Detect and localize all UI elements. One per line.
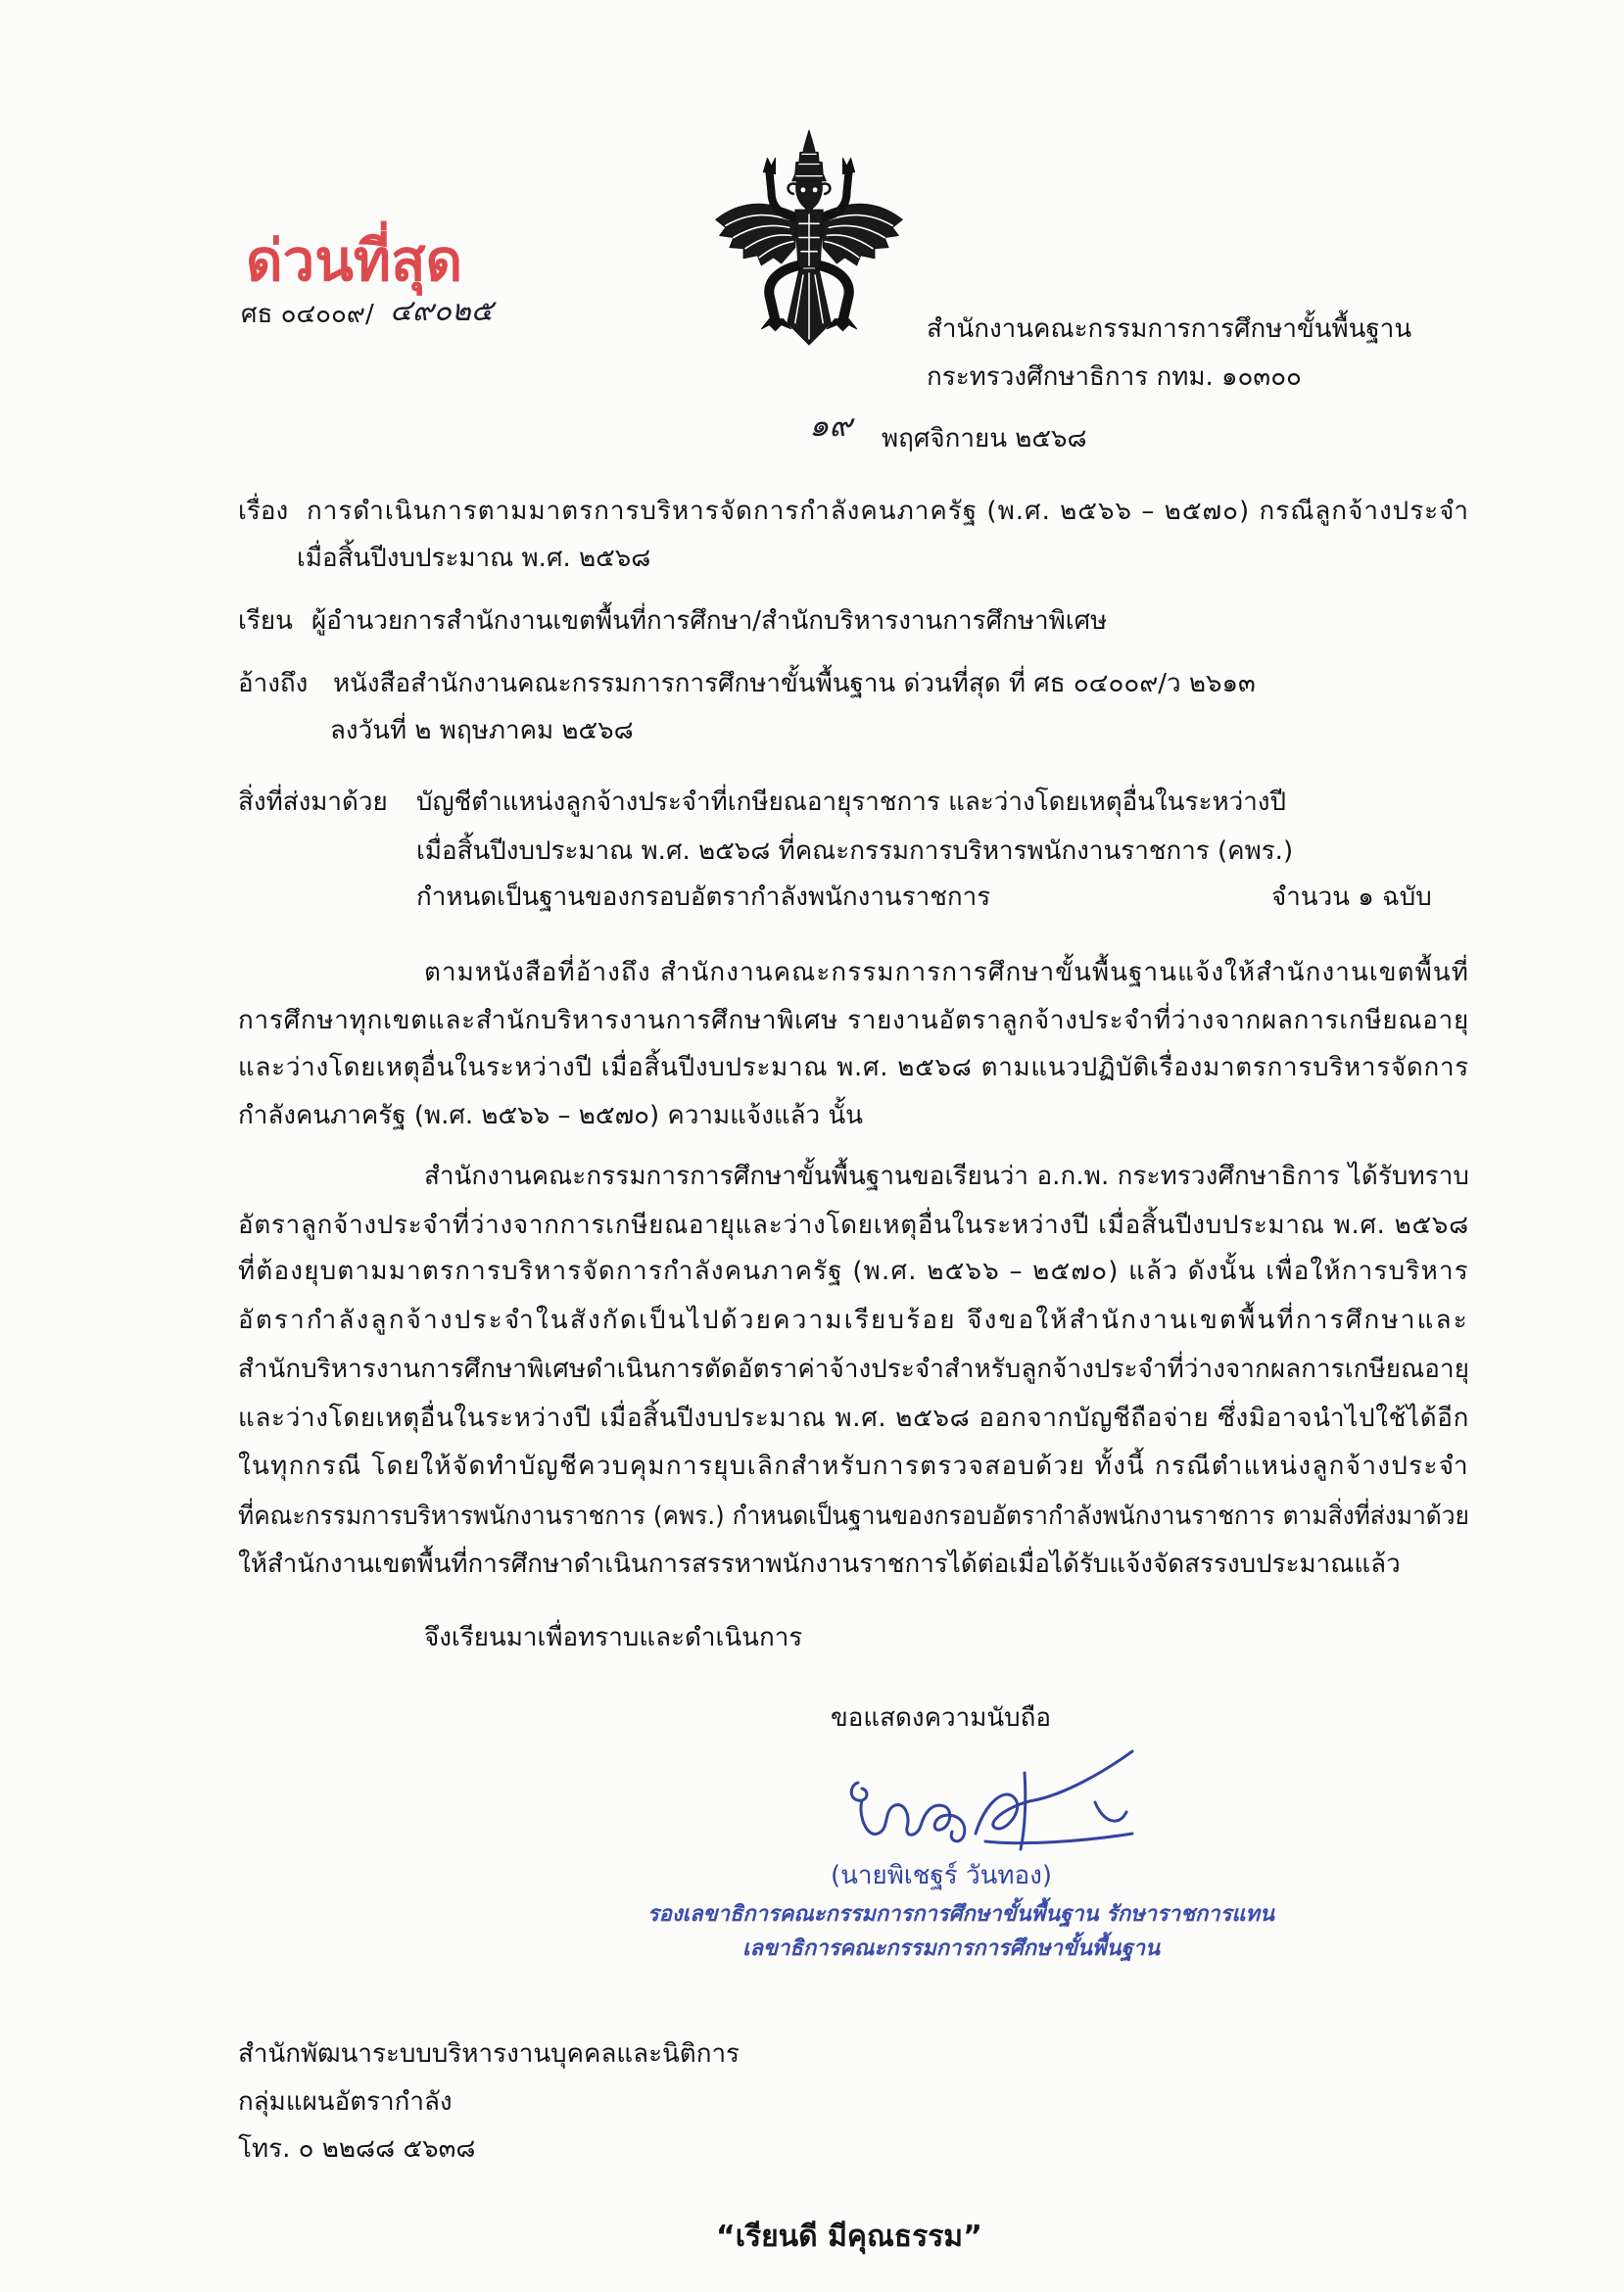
paragraph-2-line-5: สำนักบริหารงานการศึกษาพิเศษดำเนินการตัดอัตราค่าจ้างประจำสำหรับลูกจ้างประจำที่ว่างจากผลการเกษียณอายุ xyxy=(238,1355,1470,1384)
subject-line-1: การดำเนินการตามมาตรการบริหารจัดการกำลังคนภาครัฐ (พ.ศ. ๒๕๖๖ – ๒๕๗๐) กรณีลูกจ้างประจำ xyxy=(307,497,1470,526)
reference-label: อ้างถึง xyxy=(238,669,309,698)
paragraph-2-line-6: และว่างโดยเหตุอื่นในระหว่างปี เมื่อสิ้นปีงบประมาณ พ.ศ. ๒๕๖๘ ออกจากบัญชีถือจ่าย ซึ่งมิอาจนำไปใช้ได้อีก xyxy=(238,1404,1470,1433)
paragraph-1-line-2: การศึกษาทุกเขตและสำนักบริหารงานการศึกษาพิเศษ รายงานอัตราลูกจ้างประจำที่ว่างจากผลการเกษียณอายุ xyxy=(238,1006,1470,1035)
paragraph-2-line-4: อัตรากำลังลูกจ้างประจำในสังกัดเป็นไปด้วยความเรียบร้อย จึงขอให้สำนักงานเขตพื้นที่การศึกษาและ xyxy=(238,1306,1469,1335)
agency-name: สำนักงานคณะกรรมการการศึกษาขั้นพื้นฐาน xyxy=(927,314,1412,344)
urgency-stamp: ด่วนที่สุด xyxy=(246,227,463,294)
enclosure-quantity: จำนวน ๑ ฉบับ xyxy=(1271,883,1432,912)
contact-group: กลุ่มแผนอัตรากำลัง xyxy=(238,2087,453,2117)
salutation-label: เรียน xyxy=(238,606,293,636)
paragraph-2-line-7: ในทุกกรณี โดยให้จัดทำบัญชีควบคุมการยุบเลิกสำหรับการตรวจสอบด้วย ทั้งนี้ กรณีตำแหน่งลูกจ้างประจำ xyxy=(238,1452,1469,1481)
date-day-handwritten: ๑๙ xyxy=(809,406,852,444)
reference-line-1: หนังสือสำนักงานคณะกรรมการการศึกษาขั้นพื้นฐาน ด่วนที่สุด ที่ ศธ ๐๔๐๐๙/ว ๒๖๑๓ xyxy=(333,669,1256,698)
paragraph-2-line-2: อัตราลูกจ้างประจำที่ว่างจากการเกษียณอายุและว่างโดยเหตุอื่นในระหว่างปี เมื่อสิ้นปีงบประมาณ พ.ศ. ๒๕๖๘ xyxy=(238,1211,1469,1240)
signer-position-line-1: รองเลขาธิการคณะกรรมการการศึกษาขั้นพื้นฐาน รักษาราชการแทน xyxy=(647,1902,1274,1927)
garuda-emblem xyxy=(709,128,909,347)
date-month-year: พฤศจิกายน ๒๕๖๘ xyxy=(882,424,1087,454)
paragraph-1-line-4: กำลังคนภาครัฐ (พ.ศ. ๒๕๖๖ – ๒๕๗๐) ความแจ้งแล้ว นั้น xyxy=(238,1101,863,1130)
paragraph-1-line-1: ตามหนังสือที่อ้างถึง สำนักงานคณะกรรมการการศึกษาขั้นพื้นฐานแจ้งให้สำนักงานเขตพื้นที่ xyxy=(424,958,1470,987)
paragraph-2-line-8: ที่คณะกรรมการบริหารพนักงานราชการ (คพร.) กำหนดเป็นฐานของกรอบอัตรากำลังพนักงานราชการ ตามสิ่งที่ส่งมาด้วย xyxy=(238,1502,1469,1531)
enclosure-label: สิ่งที่ส่งมาด้วย xyxy=(238,788,388,817)
closing-sentence: จึงเรียนมาเพื่อทราบและดำเนินการ xyxy=(424,1623,803,1652)
signer-name: (นายพิเชฐร์ วันทอง) xyxy=(831,1861,1052,1890)
subject-label: เรื่อง xyxy=(238,497,289,526)
document-number-handwritten: ๔๙๐๒๕ xyxy=(390,294,494,328)
subject-line-2: เมื่อสิ้นปีงบประมาณ พ.ศ. ๒๕๖๘ xyxy=(297,544,651,573)
reference-line-2: ลงวันที่ ๒ พฤษภาคม ๒๕๖๘ xyxy=(330,716,634,745)
contact-office: สำนักพัฒนาระบบบริหารงานบุคคลและนิติการ xyxy=(238,2039,740,2069)
enclosure-line-2: เมื่อสิ้นปีงบประมาณ พ.ศ. ๒๕๖๘ ที่คณะกรรมการบริหารพนักงานราชการ (คพร.) xyxy=(416,836,1294,866)
enclosure-line-1: บัญชีตำแหน่งลูกจ้างประจำที่เกษียณอายุราชการ และว่างโดยเหตุอื่นในระหว่างปี xyxy=(416,788,1286,817)
paragraph-1-line-3: และว่างโดยเหตุอื่นในระหว่างปี เมื่อสิ้นปีงบประมาณ พ.ศ. ๒๕๖๘ ตามแนวปฏิบัติเรื่องมาตรการบริหารจัดการ xyxy=(238,1053,1469,1082)
paragraph-2-line-3: ที่ต้องยุบตามมาตรการบริหารจัดการกำลังคนภาครัฐ (พ.ศ. ๒๕๖๖ – ๒๕๗๐) แล้ว ดังนั้น เพื่อให้การบริหาร xyxy=(238,1257,1469,1286)
signer-position-line-2: เลขาธิการคณะกรรมการการศึกษาขั้นพื้นฐาน xyxy=(742,1936,1160,1961)
paragraph-2-line-1: สำนักงานคณะกรรมการการศึกษาขั้นพื้นฐานขอเรียนว่า อ.ก.พ. กระทรวงศึกษาธิการ ได้รับทราบ xyxy=(424,1162,1470,1191)
salutation-text: ผู้อำนวยการสำนักงานเขตพื้นที่การศึกษา/สำนักบริหารงานการศึกษาพิเศษ xyxy=(311,606,1108,636)
contact-phone: โทร. ๐ ๒๒๘๘ ๕๖๓๘ xyxy=(238,2134,476,2164)
agency-address: กระทรวงศึกษาธิการ กทม. ๑๐๓๐๐ xyxy=(927,362,1302,392)
handwritten-signature xyxy=(838,1743,1142,1856)
paragraph-2-line-9: ให้สำนักงานเขตพื้นที่การศึกษาดำเนินการสรรหาพนักงานราชการได้ต่อเมื่อได้รับแจ้งจัดสรรงบประมาณแล้ว xyxy=(238,1550,1401,1579)
document-number-printed: ศธ ๐๔๐๐๙/ xyxy=(241,300,374,329)
regards: ขอแสดงความนับถือ xyxy=(831,1703,1051,1733)
motto: “เรียนดี มีคุณธรรม” xyxy=(716,2220,982,2254)
enclosure-line-3: กำหนดเป็นฐานของกรอบอัตรากำลังพนักงานราชการ xyxy=(416,883,991,912)
